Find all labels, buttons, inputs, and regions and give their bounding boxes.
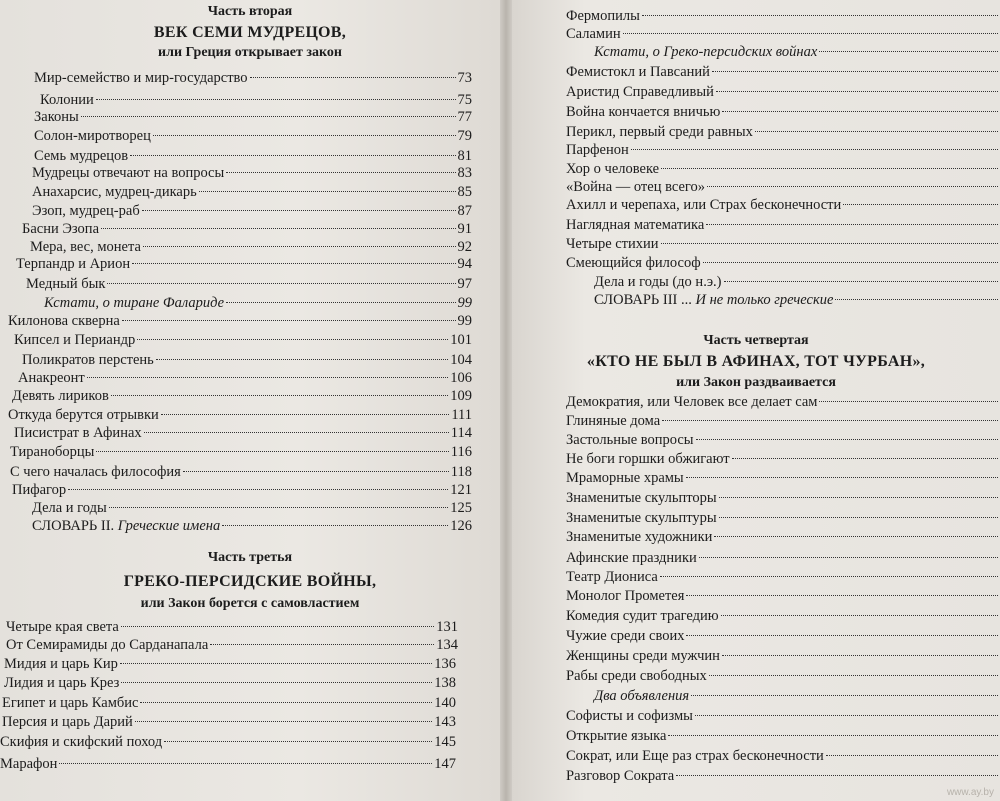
part4-label: Часть четвертая — [703, 333, 809, 348]
toc-entry: Перикл, первый среди равных — [566, 124, 1000, 142]
toc-entry: Мера, вес, монета 92 — [30, 239, 472, 255]
toc-entry: Девять лириков 109 — [12, 388, 472, 404]
toc-entry: Кипсел и Периандр 101 — [14, 332, 472, 348]
part3-title: ГРЕКО-ПЕРСИДСКИЕ ВОЙНЫ, — [123, 573, 377, 590]
toc-entry: Ахилл и черепаха, или Страх бесконечности — [566, 197, 1000, 215]
toc-entry: С чего началась философия 118 — [10, 464, 472, 480]
toc-entry: Хор о человеке — [566, 161, 1000, 179]
toc-entry: Пифагор 121 — [12, 482, 472, 498]
toc-entry: Четыре края света 131 — [6, 619, 458, 635]
toc-entry: Застольные вопросы — [566, 432, 1000, 450]
toc-entry: Монолог Прометея — [566, 588, 1000, 606]
toc-entry: Мраморные храмы — [566, 470, 1000, 488]
toc-entry: Писистрат в Афинах 114 — [14, 425, 472, 441]
toc-entry: Скифия и скифский поход 145 — [0, 734, 456, 750]
toc-entry-aside: Два объявления — [594, 688, 1000, 706]
toc-entry: Медный бык 97 — [26, 276, 472, 292]
toc-entry: Египет и царь Камбис 140 — [2, 695, 456, 711]
toc-entry: Театр Диониса — [566, 569, 1000, 587]
toc-entry: Колонии 75 — [40, 92, 472, 108]
toc-entry: Мудрецы отвечают на вопросы 83 — [32, 165, 472, 181]
part2-subtitle: или Греция открывает закон — [158, 45, 342, 60]
toc-entry: Откуда берутся отрывки 111 — [8, 407, 472, 423]
toc-entry: Мидия и царь Кир 136 — [4, 656, 456, 672]
toc-entry: Наглядная математика — [566, 217, 1000, 235]
toc-entry: «Война — отец всего» — [566, 179, 1000, 197]
toc-entry: Лидия и царь Крез 138 — [4, 675, 456, 691]
toc-entry: Мир-семейство и мир-государство 73 — [34, 70, 472, 86]
toc-entry: Фемистокл и Павсаний — [566, 64, 1000, 82]
toc-entry: Басни Эзопа 91 — [22, 221, 472, 237]
right-page — [512, 0, 1000, 801]
toc-entry: Терпандр и Арион 94 — [16, 256, 472, 272]
part3-subtitle: или Закон борется с самовластием — [140, 596, 360, 611]
toc-entry: Аристид Справедливый — [566, 84, 1000, 102]
toc-entry: Знаменитые художники — [566, 529, 1000, 547]
toc-entry: Знаменитые скульпторы — [566, 490, 1000, 508]
toc-entry: Софисты и софизмы — [566, 708, 1000, 726]
part4-title: «КТО НЕ БЫЛ В АФИНАХ, ТОТ ЧУРБАН», — [586, 353, 926, 370]
toc-entry: Смеющийся философ — [566, 255, 1000, 273]
toc-entry: Война кончается вничью — [566, 104, 1000, 122]
toc-entry: Афинские праздники — [566, 550, 1000, 568]
part4-subtitle: или Закон раздваивается — [676, 375, 836, 390]
watermark: www.ay.by — [946, 787, 994, 798]
toc-entry: Дела и годы 125 — [32, 500, 472, 516]
toc-entry: Марафон 147 — [0, 756, 456, 772]
toc-entry: Парфенон — [566, 142, 1000, 160]
toc-entry: Фермопилы — [566, 8, 1000, 26]
toc-entry: Комедия судит трагедию — [566, 608, 1000, 626]
toc-entry: Демократия, или Человек все делает сам — [566, 394, 1000, 412]
toc-entry: Женщины среди мужчин — [566, 648, 1000, 666]
toc-entry-aside: Кстати, о Греко-персидских войнах — [594, 44, 1000, 62]
toc-entry: Саламин — [566, 26, 1000, 44]
toc-entry: Чужие среди своих — [566, 628, 1000, 646]
toc-entry-aside: Кстати, о тиране Фалариде 99 — [44, 295, 472, 311]
toc-entry: Не боги горшки обжигают — [566, 451, 1000, 469]
toc-entry: Эзоп, мудрец-раб 87 — [32, 203, 472, 219]
toc-entry: Сократ, или Еще раз страх бесконечности — [566, 748, 1000, 766]
toc-entry: Дела и годы (до н.э.) — [594, 274, 1000, 292]
toc-entry: Анахарсис, мудрец-дикарь 85 — [32, 184, 472, 200]
toc-entry: Открытие языка — [566, 728, 1000, 746]
part3-label: Часть третья — [207, 550, 293, 565]
book-gutter — [500, 0, 512, 801]
toc-entry: Семь мудрецов 81 — [34, 148, 472, 164]
toc-entry: Четыре стихии — [566, 236, 1000, 254]
toc-entry: Знаменитые скульптуры — [566, 510, 1000, 528]
part2-title: ВЕК СЕМИ МУДРЕЦОВ, — [153, 24, 347, 41]
toc-entry: От Семирамиды до Сарданапала 134 — [6, 637, 458, 653]
toc-entry: Персия и царь Дарий 143 — [2, 714, 456, 730]
toc-entry: Законы 77 — [34, 109, 472, 125]
toc-entry: Рабы среди свободных — [566, 668, 1000, 686]
toc-entry: Глиняные дома — [566, 413, 1000, 431]
toc-entry-dictionary: СЛОВАРЬ II. Греческие имена 126 — [32, 518, 472, 534]
toc-entry-dictionary: СЛОВАРЬ III ... И не только греческие — [594, 292, 1000, 310]
toc-entry: Солон-миротворец 79 — [34, 128, 472, 144]
part2-label: Часть вторая — [207, 4, 293, 19]
toc-entry: Анакреонт 106 — [18, 370, 472, 386]
toc-entry: Килонова скверна 99 — [8, 313, 472, 329]
toc-entry: Поликратов перстень 104 — [22, 352, 472, 368]
toc-entry: Тираноборцы 116 — [10, 444, 472, 460]
toc-entry: Разговор Сократа — [566, 768, 1000, 786]
